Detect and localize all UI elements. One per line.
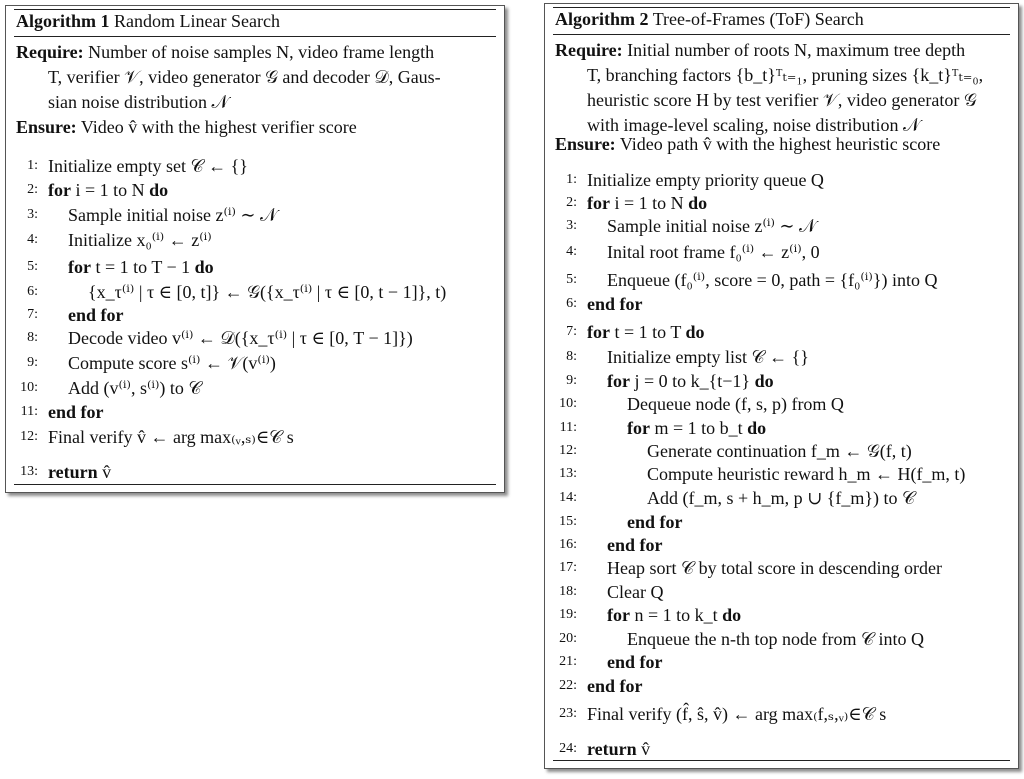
bottom-rule [553, 760, 1010, 761]
line-number: 16: [559, 537, 577, 552]
line-number: 10: [20, 380, 38, 395]
caption-label: Algorithm 1 [16, 11, 110, 31]
keyword: for [48, 180, 71, 200]
line-number: 17: [559, 560, 577, 575]
keyword: for [627, 418, 650, 438]
line-number: 11: [559, 420, 577, 435]
keyword: for [587, 322, 610, 342]
line-number: 6: [566, 296, 577, 311]
line-number: 13: [20, 464, 38, 479]
line-content [607, 582, 663, 603]
statement-text: Compute score s⁽ⁱ⁾ ← 𝒱(v⁽ⁱ⁾) [68, 353, 276, 373]
keyword-do: do [754, 371, 774, 391]
line-number: 2: [566, 195, 577, 210]
line-content [48, 180, 168, 201]
line-number: 22: [559, 678, 577, 693]
line-number: 5: [566, 272, 577, 287]
require-text-4: with image-level scaling, noise distribution 𝒩 [587, 115, 921, 135]
line-content [607, 216, 816, 237]
statement-text: Enqueue (f₀⁽ⁱ⁾, score = 0, path = {f₀⁽ⁱ⁾}) into Q [607, 270, 938, 290]
line-content [68, 230, 212, 251]
keyword-do: do [722, 605, 742, 625]
statement-text: v̂ [102, 462, 112, 482]
line-content [607, 270, 937, 291]
algorithm-2-caption [555, 9, 864, 30]
line-number: 24: [559, 741, 577, 756]
line-number: 20: [559, 631, 577, 646]
require-text-1: Initial number of roots N, maximum tree depth [627, 40, 966, 60]
line-number: 19: [559, 607, 577, 622]
bottom-rule [14, 484, 496, 485]
line-content [68, 378, 202, 399]
ensure-block [16, 115, 496, 140]
line-content [68, 257, 214, 278]
require-text-1: Number of noise samples N, video frame length [88, 42, 435, 62]
require-keyword: Require: [555, 40, 623, 60]
line-content [48, 427, 294, 448]
statement-text: t = 1 to T − 1 [95, 257, 191, 277]
line-content [627, 512, 683, 533]
ensure-keyword: Ensure: [16, 117, 77, 137]
statement-text: Clear Q [607, 582, 664, 602]
line-content [48, 462, 111, 483]
line-content [607, 652, 663, 673]
statement-text: Initialize x₀⁽ⁱ⁾ ← z⁽ⁱ⁾ [68, 230, 212, 250]
statement-text: Initialize empty set 𝒞 ← {} [48, 156, 248, 176]
keyword: end for [587, 294, 643, 314]
line-content [647, 441, 912, 462]
ensure-block [555, 132, 1010, 157]
caption-label: Algorithm 2 [555, 9, 649, 29]
line-content [88, 282, 446, 303]
line-content [68, 353, 276, 374]
line-number: 9: [27, 355, 38, 370]
keyword: for [607, 605, 630, 625]
statement-text: Inital root frame f₀⁽ⁱ⁾ ← z⁽ⁱ⁾, 0 [607, 242, 820, 262]
line-number: 11: [20, 404, 38, 419]
line-content [607, 558, 942, 579]
statement-text: i = 1 to N [75, 180, 145, 200]
line-number: 14: [559, 490, 577, 505]
require-text-2: T, branching factors {b_t}ᵀₜ₌₁, pruning sizes {k_t}ᵀₜ₌₀, [587, 65, 984, 85]
require-text-3: sian noise distribution 𝒩 [48, 92, 229, 112]
line-content [68, 328, 413, 349]
keyword: end for [607, 535, 663, 555]
line-content [587, 170, 824, 191]
statement-text: v̂ [641, 739, 651, 759]
line-number: 8: [27, 330, 38, 345]
statement-text: Generate continuation f_m ← 𝒢(f, t) [647, 441, 912, 461]
line-number: 3: [566, 218, 577, 233]
keyword-do: do [149, 180, 169, 200]
algorithm-1-caption [16, 11, 280, 32]
statement-text: Add (v⁽ⁱ⁾, s⁽ⁱ⁾) to 𝒞 [68, 378, 202, 398]
caption-title: Tree-of-Frames (ToF) Search [652, 9, 864, 29]
line-content [48, 402, 104, 423]
keyword-do: do [747, 418, 767, 438]
statement-text: Compute heuristic reward h_m ← H(f_m, t) [647, 464, 966, 484]
statement-text: {x_τ⁽ⁱ⁾ | τ ∈ [0, t]} ← 𝒢({x_τ⁽ⁱ⁾ | τ ∈ [0, t − 1]}, t) [88, 282, 447, 302]
keyword: end for [587, 676, 643, 696]
statement-text: t = 1 to T [614, 322, 681, 342]
line-content [607, 605, 741, 626]
keyword: return [587, 739, 637, 759]
line-number: 5: [27, 259, 38, 274]
line-content [587, 193, 707, 214]
line-number: 1: [27, 158, 38, 173]
keyword: end for [48, 402, 104, 422]
line-number: 13: [559, 466, 577, 481]
algorithm-2-box [544, 3, 1019, 769]
line-number: 21: [559, 654, 577, 669]
require-text-2: T, verifier 𝒱, video generator 𝒢 and decoder 𝒟, Gaus- [48, 67, 441, 87]
line-content [607, 371, 774, 392]
statement-text: Dequeue node (f, s, p) from Q [627, 394, 844, 414]
line-content [647, 464, 965, 485]
line-content [627, 629, 924, 650]
require-block [555, 38, 1010, 138]
require-text-3: heuristic score H by test verifier 𝒱, video generator 𝒢 [587, 90, 977, 110]
line-content [587, 704, 886, 725]
keyword: for [68, 257, 91, 277]
line-content [48, 156, 248, 177]
keyword: for [607, 371, 630, 391]
keyword-do: do [688, 193, 708, 213]
line-content [587, 739, 650, 760]
line-number: 2: [27, 182, 38, 197]
line-number: 10: [559, 396, 577, 411]
line-number: 9: [566, 373, 577, 388]
statement-text: Add (f_m, s + h_m, p ∪ {f_m}) to 𝒞 [647, 488, 916, 508]
require-block [16, 40, 496, 115]
line-number: 12: [20, 429, 38, 444]
keyword: end for [607, 652, 663, 672]
line-number: 3: [27, 207, 38, 222]
statement-text: Enqueue the n-th top node from 𝒞 into Q [627, 629, 925, 649]
line-number: 6: [27, 284, 38, 299]
line-content [607, 347, 809, 368]
ensure-text: Video path v̂ with the highest heuristic score [619, 134, 941, 154]
statement-text: Initialize empty list 𝒞 ← {} [607, 347, 809, 367]
statement-text: Sample initial noise z⁽ⁱ⁾ ∼ 𝒩 [607, 216, 817, 236]
line-content [647, 488, 915, 509]
statement-text: n = 1 to k_t [634, 605, 718, 625]
top-rule [14, 9, 496, 10]
line-number: 15: [559, 514, 577, 529]
statement-text: Initialize empty priority queue Q [587, 170, 824, 190]
algorithm-1-box [5, 5, 505, 493]
line-content [607, 242, 820, 263]
line-number: 12: [559, 443, 577, 458]
keyword: for [587, 193, 610, 213]
line-number: 8: [566, 349, 577, 364]
statement-text: Heap sort 𝒞 by total score in descending order [607, 558, 943, 578]
line-number: 7: [566, 324, 577, 339]
line-content [68, 205, 277, 226]
line-number: 1: [566, 172, 577, 187]
line-number: 18: [559, 584, 577, 599]
line-content [68, 305, 124, 326]
keyword-do: do [685, 322, 705, 342]
statement-text: j = 0 to k_{t−1} [634, 371, 751, 391]
statement-text: i = 1 to N [614, 193, 684, 213]
ensure-keyword: Ensure: [555, 134, 616, 154]
line-number: 4: [27, 232, 38, 247]
line-content [627, 418, 766, 439]
ensure-text: Video v̂ with the highest verifier score [80, 117, 357, 137]
caption-title: Random Linear Search [114, 11, 280, 31]
keyword: end for [627, 512, 683, 532]
statement-text: Sample initial noise z⁽ⁱ⁾ ∼ 𝒩 [68, 205, 278, 225]
statement-text: Final verify (f̂, ŝ, v̂) ← arg max₍f,ₛ,ᵥ₎∈𝒞 s [587, 704, 887, 724]
statement-text: m = 1 to b_t [654, 418, 743, 438]
line-number: 4: [566, 244, 577, 259]
statement-text: Final verify v̂ ← arg max₍ᵥ,ₛ₎∈𝒞 s [48, 427, 294, 447]
keyword-do: do [194, 257, 214, 277]
caption-rule [553, 34, 1010, 35]
line-content [587, 676, 643, 697]
line-content [627, 394, 844, 415]
line-number: 7: [27, 307, 38, 322]
keyword: return [48, 462, 98, 482]
line-content [587, 322, 705, 343]
caption-rule [14, 36, 496, 37]
line-number: 23: [559, 706, 577, 721]
top-rule [553, 7, 1010, 8]
statement-text: Decode video v⁽ⁱ⁾ ← 𝒟({x_τ⁽ⁱ⁾ | τ ∈ [0, T − 1]}) [68, 328, 413, 348]
line-content [607, 535, 663, 556]
require-keyword: Require: [16, 42, 84, 62]
line-content [587, 294, 643, 315]
keyword: end for [68, 305, 124, 325]
